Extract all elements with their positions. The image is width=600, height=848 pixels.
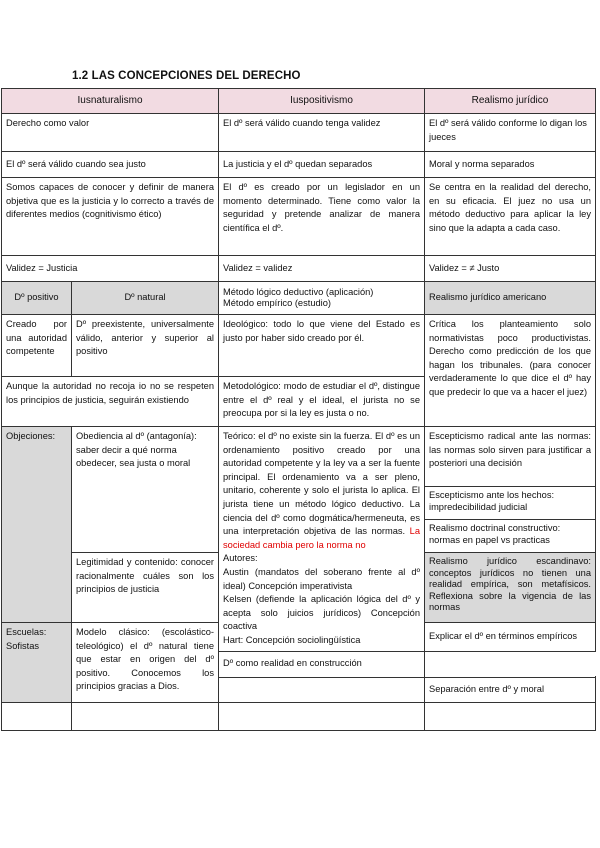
cell-aunque-autoridad: Aunque la autoridad no recoja io no se respeten los principios de justicia, seguirán existiendo <box>2 377 219 427</box>
cell-ideologico: Ideológico: todo lo que viene del Estado es justo por haber sido creado por él. <box>219 315 425 377</box>
cell-nat-r1: Derecho como valor <box>2 114 219 152</box>
page-title: 1.2 LAS CONCEPCIONES DEL DERECHO <box>72 70 301 82</box>
cell-explicar-empiricos: Explicar el dº en términos empíricos <box>425 623 596 652</box>
autor-kelsen: Kelsen (defiende la aplicación lógica del dº y acepta solo juicios jurídicos) Concepción coactiva <box>223 594 420 632</box>
header-realismo: Realismo jurídico <box>425 89 596 114</box>
cell-pos-r3: El dº es creado por un legislador en un momento determinado. Tiene como valor la seguridad y pretende analizar de manera científica el dº. <box>219 178 425 256</box>
cell-escuelas-label <box>2 623 72 703</box>
cell-preexistente: Dº preexistente, universalmente válido, anterior y superior al positivo <box>72 315 219 377</box>
cell-realismo-americano-desc: Crítica los planteamiento solo normativistas poco productivistas. Derecho como predicción de los que hagan los tribunales. (para conocer verdaderamente lo que dice el dº hay que predecir lo que va a hacer el juez) <box>425 315 596 427</box>
cell-objeciones-label: Objeciones: <box>2 427 72 623</box>
cell-empty-d <box>425 702 596 730</box>
cell-separacion-moral: Separación entre dº y moral <box>425 677 596 702</box>
table-row <box>2 114 596 152</box>
cell-realismo-escandinavo: Realismo jurídico escandinavo: conceptos jurídicos no tienen una realidad empírica, son metafísicos. Reflexiona sobre la vigencia de las normas <box>425 553 596 623</box>
table-row <box>2 152 596 178</box>
table-row <box>2 427 596 487</box>
cell-escepticismo-hechos: Escepticismo ante los hechos: impredecibilidad judicial <box>425 487 596 520</box>
autores-label: Autores: <box>223 553 258 564</box>
cell-real-r4: Validez = ≠ Justo <box>425 256 596 282</box>
cell-nat-r3: Somos capaces de conocer y definir de manera objetiva que es la justicia y lo correcto a través de diferentes medios (cognitivismo ético) <box>2 178 219 256</box>
teorico-text: Teórico: el dº no existe sin la fuerza. El dº es un ordenamiento positivo creado por una autoridad competente y la ley va a ser la fuente principal. El ordenamiento va a ser pleno, unitario, coherente y solo el jurista lo aplica. El jurista tiene un método lógico deductivo. La ciencia del dº como dogmática/hermeneuta, es una interpretación objetiva de las normas. <box>223 431 420 537</box>
cell-modelo-clasico: Modelo clásico: (escolástico-teleológico) el dº natural tiene que estar en origen del dº positivo. Conocemos los principios gracias a Dios. <box>72 623 219 703</box>
cell-pos-r1: El dº será válido cuando tenga validez <box>219 114 425 152</box>
cell-metodologico: Metodológico: modo de estudiar el dº, distingue entre el dº real y el ideal, el jurista no se preocupa por si la ley es justa o no. <box>219 377 425 427</box>
cell-real-r1: El dº será válido conforme lo digan los jueces <box>425 114 596 152</box>
cell-teorico <box>219 427 425 652</box>
header-iusnaturalismo: Iusnaturalismo <box>2 89 219 114</box>
concepciones-table <box>1 88 596 731</box>
table-row <box>2 178 596 256</box>
escuelas-label: Escuelas: <box>6 627 47 637</box>
header-row <box>2 89 596 114</box>
metodo-empirico: Método empírico (estudio) <box>223 298 331 308</box>
autor-hart: Hart: Concepción sociolingüística <box>223 634 361 645</box>
cell-empty-a <box>2 702 72 730</box>
cell-realidad-construccion: Dº como realidad en construcción <box>219 651 425 677</box>
cell-creado-autoridad: Creado por una autoridad competente <box>2 315 72 377</box>
cell-nat-r4: Validez = Justicia <box>2 256 219 282</box>
cell-obediencia: Obediencia al dº (antagonía): saber decir a qué norma obedecer, sea justa o moral <box>72 427 219 553</box>
cell-realismo-doctrinal: Realismo doctrinal constructivo: normas en papel vs practicas <box>425 520 596 553</box>
cell-realismo-americano: Realismo jurídico americano <box>425 282 596 315</box>
cell-escepticismo-radical: Escepticismo radical ante las normas: las normas solo sirven para justificar a posteriori una decisión <box>425 427 596 487</box>
table-row <box>2 256 596 282</box>
autor-austin: Austin (mandatos del soberano frente al dº ideal) Concepción imperativista <box>223 566 420 591</box>
cell-legitimidad: Legitimidad y contenido: conocer racionalmente cuáles son los principios de justicia <box>72 553 219 623</box>
teorico-red-note: La sociedad cambia pero la norma no <box>223 526 420 550</box>
cell-real-r2: Moral y norma separados <box>425 152 596 178</box>
table-row <box>2 282 596 315</box>
cell-pos-r4: Validez = validez <box>219 256 425 282</box>
cell-pos-blank <box>219 677 425 702</box>
header-iuspositivismo: Iuspositivismo <box>219 89 425 114</box>
cell-pos-r2: La justicia y el dº quedan separados <box>219 152 425 178</box>
cell-nat-r2: El dº será válido cuando sea justo <box>2 152 219 178</box>
cell-real-r3: Se centra en la realidad del derecho, en su eficacia. El juez no usa un método deductivo para aplicar la ley sino que la adapta a cada caso. <box>425 178 596 256</box>
cell-empty-c <box>219 702 425 730</box>
sofistas-label: Sofistas <box>6 640 40 651</box>
cell-metodos <box>219 282 425 315</box>
cell-d-natural: Dº natural <box>72 282 219 315</box>
table-row <box>2 702 596 730</box>
metodo-deductivo: Método lógico deductivo (aplicación) <box>223 287 374 297</box>
cell-empty-b <box>72 702 219 730</box>
table-row <box>2 315 596 377</box>
cell-d-positivo: Dº positivo <box>2 282 72 315</box>
